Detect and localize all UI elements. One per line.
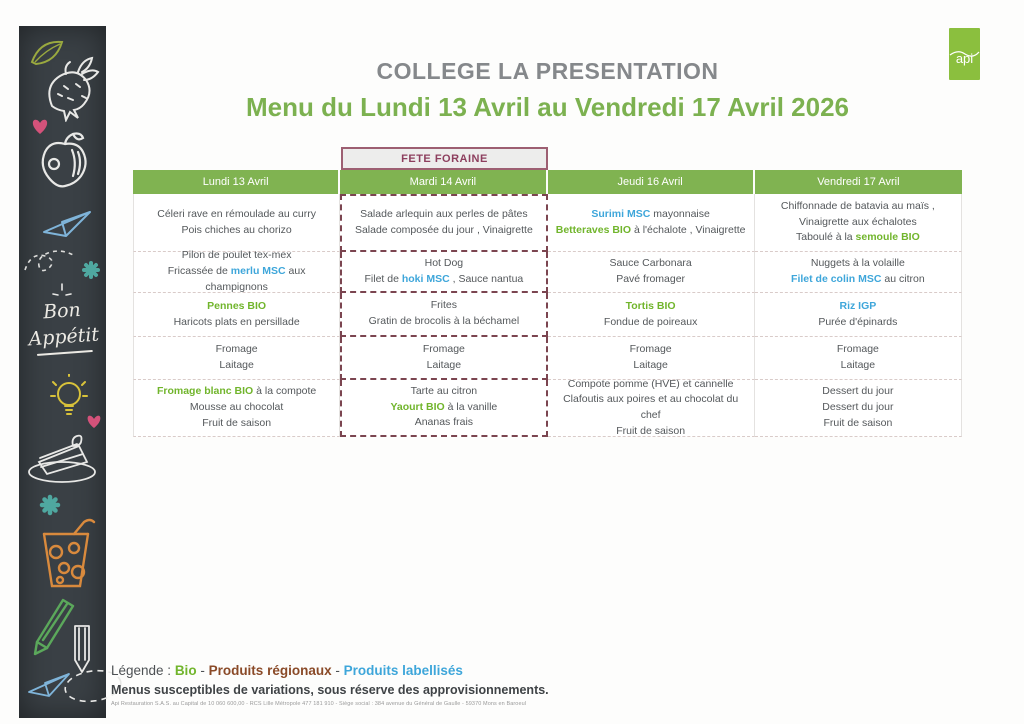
day-header: Vendredi 17 Avril (755, 170, 962, 194)
flower-doodle-icon (81, 260, 101, 280)
menu-item: Purée d'épinards (818, 315, 898, 328)
menu-item: Fruit de saison (616, 424, 686, 437)
menu-item: Laitage (426, 358, 462, 371)
menu-course-cell (133, 337, 340, 380)
menu-course-cell (548, 252, 755, 293)
menu-item: Fruit de saison (823, 416, 893, 429)
menu-item: Fromage (422, 342, 465, 355)
menu-item: Surimi MSC mayonnaise (591, 207, 710, 220)
menu-item: Yaourt BIO à la vanille (390, 400, 498, 413)
menu-course-cell (755, 293, 962, 337)
menu-item: Sauce Carbonara (609, 257, 692, 270)
menu-item: Laitage (219, 359, 254, 371)
day-header: Lundi 13 Avril (133, 170, 340, 194)
heart-doodle-icon (84, 412, 104, 430)
menu-item: Fromage (836, 343, 879, 356)
bon-appetit-line1: Bon (42, 298, 82, 324)
menu-item: Tarte au citron (410, 384, 478, 397)
swirl-doodle-icon (21, 240, 81, 280)
legend-line: Légende : Bio - Produits régionaux - Produits labellisés (111, 663, 463, 678)
menu-course-cell (133, 380, 340, 437)
menu-item: Fromage (215, 343, 258, 356)
menu-course-cell (755, 194, 962, 252)
legend-item: Bio (174, 663, 197, 678)
menu-course-cell (340, 194, 547, 252)
fine-print: Api Restauration S.A.S. au Capital de 10 060 600,00 - RCS Lille Métropole 477 181 910 - Siège social : 384 avenue du Général de Gaulle - 59370 Mons en Baroeul (111, 701, 527, 707)
menu-item: Pavé fromager (616, 273, 686, 285)
menu-item: Fromage (629, 343, 672, 356)
day-header: Mardi 14 Avril (340, 170, 547, 194)
logo-text: api (955, 51, 974, 66)
menu-course-cell (340, 293, 547, 337)
menu-item: Céleri rave en rémoulade au curry (157, 207, 316, 220)
legend-item: Produits régionaux (208, 663, 332, 678)
menu-item: Fruit de saison (202, 416, 272, 429)
menu-course-cell (548, 293, 755, 337)
menu-course-cell (755, 337, 962, 380)
menu-item: Salade composée du jour , Vinaigrette (354, 224, 533, 236)
menu-course-cell (755, 252, 962, 293)
menu-item: Clafoutis aux poires et au chocolat du chef (563, 393, 739, 421)
menu-course-cell (133, 293, 340, 337)
drink-doodle-icon (36, 518, 96, 594)
menu-course-cell (548, 377, 755, 437)
legend (111, 663, 971, 707)
menu-item: Laitage (840, 359, 876, 371)
menu-item: Betteraves BIO à l'échalote , Vinaigrette (555, 223, 746, 236)
paper-plane-doodle-icon (42, 208, 94, 240)
radish-doodle-icon (38, 56, 100, 122)
menu-item: Pilon de poulet tex-mex (181, 249, 292, 262)
menu-item: Compote pomme (HVE) et cannelle (567, 377, 734, 390)
flower-doodle-icon (39, 494, 61, 516)
page-title: COLLEGE LA PRESENTATION (376, 58, 719, 84)
legend-item: Produits labellisés (343, 663, 463, 678)
menu-item: Fricassée de merlu MSC aux champignons (167, 265, 306, 293)
menu-item: Chiffonnade de batavia au maïs , Vinaigrette aux échalotes (780, 199, 935, 228)
menu-item: Hot Dog (424, 256, 464, 269)
menu-item: Filet de hoki MSC , Sauce nantua (364, 272, 524, 285)
menu-item: Tortis BIO (625, 299, 676, 312)
bon-appetit-lettering (18, 295, 108, 357)
menu-item: Fondue de poireaux (603, 315, 698, 328)
menu-course-cell (340, 252, 547, 293)
menu-item: Dessert du jour (822, 401, 894, 414)
menu-course-cell (340, 337, 547, 380)
menu-item: Pois chiches au chorizo (181, 223, 292, 236)
menu-item: Dessert du jour (822, 385, 894, 398)
sparkle-doodle-icon (49, 282, 75, 298)
menu-item: Haricots plats en persillade (173, 315, 300, 328)
menu-course-cell (340, 380, 547, 437)
logo-wave-icon (949, 48, 980, 58)
menu-course-cell (755, 380, 962, 437)
menu-item: Ananas frais (414, 416, 474, 429)
apple-doodle-icon (34, 130, 96, 196)
menu-course-cell (548, 337, 755, 380)
page-subtitle: Menu du Lundi 13 Avril au Vendredi 17 Avril 2026 (246, 92, 849, 122)
menu-course-cell (133, 194, 340, 252)
menu-item: Laitage (633, 359, 668, 371)
menu-item: Riz IGP (839, 299, 877, 312)
bon-appetit-line2: Appétit (27, 323, 100, 351)
menu-item: Salade arlequin aux perles de pâtes (360, 208, 528, 221)
menu-item: Filet de colin MSC au citron (791, 273, 925, 285)
menu-item: Pennes BIO (207, 299, 267, 312)
menu-item: Frites (430, 299, 457, 312)
day-header: Jeudi 16 Avril (548, 170, 755, 194)
menu-item: Nuggets à la volaille (810, 257, 905, 270)
menu-course-cell (133, 249, 340, 293)
menu-table (133, 170, 962, 437)
menu-course-cell (548, 194, 755, 252)
fete-foraine-banner: FETE FORAINE (341, 147, 548, 170)
variation-note: Menus susceptibles de variations, sous réserve des approvisionnements. (111, 683, 549, 697)
cake-slice-doodle-icon (25, 432, 99, 486)
menu-item: Mousse au chocolat (189, 401, 284, 414)
chalkboard-sidebar (19, 26, 106, 718)
menu-item: Taboulé à la semoule BIO (796, 231, 920, 244)
menu-item: Fromage blanc BIO à la compote (156, 385, 317, 398)
menu-item: Gratin de brocolis à la béchamel (368, 315, 520, 327)
